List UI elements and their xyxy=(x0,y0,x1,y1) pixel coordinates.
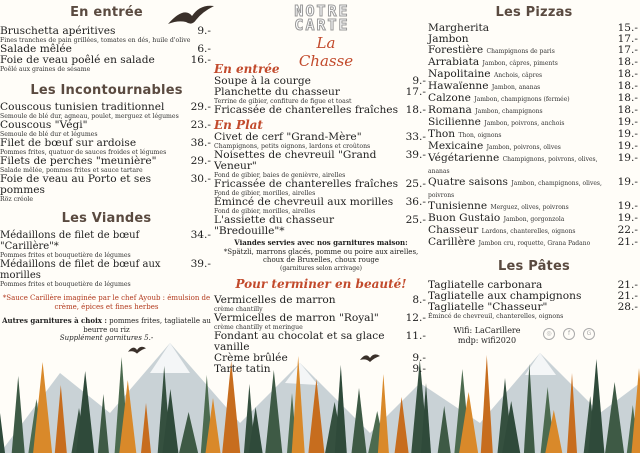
menu-item-price: 18.- xyxy=(617,92,638,104)
menu-item xyxy=(214,295,428,306)
menu-item-desc: Lardons, chanterelles, oignons xyxy=(481,228,576,235)
facebook-icon[interactable]: f xyxy=(563,328,575,340)
menu-item-desc: Semoule de blé dur et légumes xyxy=(0,131,98,138)
menu-item-desc: Terrine de gibier, confiture de figue et toast xyxy=(214,98,352,105)
supplement-note: Supplément garnitures 5.- xyxy=(59,334,154,342)
menu-item-desc: Jambon, champignons (fermée) xyxy=(474,96,570,103)
menu-item xyxy=(428,153,640,177)
menu-item-price: 28.- xyxy=(617,301,638,313)
menu-item-price: 19.- xyxy=(617,176,638,188)
menu-item-desc: Jambon, poivrons, olives xyxy=(486,144,561,151)
menu-item-price: 12.- xyxy=(405,312,426,324)
left-column xyxy=(0,0,213,343)
menu-item xyxy=(0,138,213,149)
menu-item xyxy=(214,179,428,190)
section-title-viandes: Les Viandes xyxy=(61,211,152,226)
menu-item-name: Filets de perches "meunière" xyxy=(0,155,157,167)
menu-item-desc: Fond de gibier, morilles, airelles xyxy=(214,208,316,215)
menu-item-price: 38.- xyxy=(190,137,211,149)
menu-item-name: Salade mêlée xyxy=(0,43,72,55)
menu-item-price: 18.- xyxy=(617,104,638,116)
menu-item-name: Sicilienne xyxy=(428,116,481,128)
menu-item-desc: Pommes frites et bouquetière de légumes xyxy=(0,281,131,288)
right-column xyxy=(428,0,640,320)
menu-item xyxy=(0,230,213,252)
incontournables-list xyxy=(0,102,213,203)
menu-item-name: Soupe à la courge xyxy=(214,75,311,87)
menu-item xyxy=(214,364,428,375)
menu-item-price: 15.- xyxy=(617,22,638,34)
menu-item-name: Jambon xyxy=(428,33,469,45)
menu-item-price: 25.- xyxy=(405,178,426,190)
menu-item-name: Filet de bœuf sur ardoise xyxy=(0,137,137,149)
menu-item-name: Vermicelles de marron "Royal" xyxy=(214,312,379,324)
sauce-note: *Sauce Carillère imaginée par le chef Ayoub : émulsion de crème, épices et fines herbes xyxy=(2,294,211,311)
menu-item-name: Tarte tatin xyxy=(214,363,271,375)
wifi-info xyxy=(437,326,537,346)
menu-item-price: 19.- xyxy=(617,128,638,140)
menu-item-name: Médaillons de filet de bœuf aux morilles xyxy=(0,259,161,281)
menu-item-price: 39.- xyxy=(190,258,211,270)
menu-item-name: Émincé de chevreuil aux morilles xyxy=(214,196,394,208)
menu-item-price: 21.- xyxy=(617,279,638,291)
tree-shape xyxy=(12,376,25,453)
section-title-pizzas: Les Pizzas xyxy=(495,5,573,20)
menu-item-desc: crème chantilly xyxy=(214,306,263,313)
menu-item-name: Arrabiata xyxy=(428,56,480,68)
menu-item xyxy=(428,302,640,313)
brand-script: La Chasse xyxy=(298,34,354,70)
menu-item-name: Romana xyxy=(428,104,472,116)
menu-item xyxy=(0,156,213,167)
wifi-password: mdp: wifi2020 xyxy=(457,336,517,345)
menu-item xyxy=(428,177,640,201)
menu-item-price: 9.- xyxy=(197,25,211,37)
menu-item xyxy=(214,87,428,98)
menu-item-price: 19.- xyxy=(617,152,638,164)
menu-item-price: 11.- xyxy=(405,330,426,342)
menu-item-price: 9.- xyxy=(412,363,426,375)
menu-item-desc: Émincé de chevreuil, chanterelles, oignons xyxy=(428,313,564,320)
menu-item-name: Civet de cerf "Grand-Mère" xyxy=(214,131,362,143)
menu-item-name: Foie de veau au Porto et ses pommes xyxy=(0,173,152,196)
menu-item-price: 29.- xyxy=(190,101,211,113)
menu-item-price: 25.- xyxy=(405,214,426,226)
menu-item-name: Fricassée de chanterelles fraîches xyxy=(214,178,399,190)
instagram-icon[interactable]: ◎ xyxy=(543,328,555,340)
bird-icon xyxy=(128,344,146,356)
menu-item-desc: Röz créole xyxy=(0,196,34,203)
menu-item-price: 17.- xyxy=(405,86,426,98)
menu-item-price: 17.- xyxy=(617,33,638,45)
menu-item-desc: Jambon, câpres, piments xyxy=(482,60,558,67)
menu-item-price: 19.- xyxy=(617,200,638,212)
menu-item-price: 21.- xyxy=(617,290,638,302)
brand-line-2: CARTE xyxy=(294,16,350,34)
menu-item-desc: Merguez, olives, poivrons xyxy=(490,204,569,211)
menu-item-price: 9.- xyxy=(412,75,426,87)
middle-column xyxy=(214,0,428,375)
menu-item-desc: Champignons, petits oignons, lardons et croûtons xyxy=(214,143,371,150)
menu-item-desc: Jambon, champignons, olives, poivrons xyxy=(428,180,602,199)
menu-item-name: Margherita xyxy=(428,22,490,34)
menu-item-price: 36.- xyxy=(405,196,426,208)
menu-item-desc: Fines tranches de pain grillées, tomates en dés, huile d'olive xyxy=(0,37,191,44)
menu-item xyxy=(0,55,213,66)
menu-item-name: Tunisienne xyxy=(428,200,488,212)
menu-item-name: Tagliatelle carbonara xyxy=(428,279,543,291)
menu-item-name: Foie de veau poêlé en salade xyxy=(0,54,155,66)
menu-item-name: Fricassée de chanterelles fraîches xyxy=(214,104,399,116)
menu-item xyxy=(0,259,213,281)
section-title-entree-chasse: En entrée xyxy=(214,62,280,76)
menu-item-price: 17.- xyxy=(617,44,638,56)
menu-item-price: 30.- xyxy=(190,173,211,185)
garniture-sub: (garnitures selon arrivage) xyxy=(280,264,362,272)
menu-item-price: 18.- xyxy=(617,56,638,68)
menu-item-name: L'assiette du chasseur "Bredouille"* xyxy=(214,214,335,237)
menu-item-desc: crème chantilly et meringue xyxy=(214,324,303,331)
menu-item-name: Tagliatelle "Chasseur" xyxy=(428,301,548,313)
dessert-list xyxy=(214,295,428,375)
chasse-entree-list xyxy=(214,76,428,116)
menu-item-price: 18.- xyxy=(617,80,638,92)
menu-item-name: Thon xyxy=(428,128,456,140)
menu-item-price: 19.- xyxy=(617,212,638,224)
menu-item-desc: Semoule de blé dur, agneau, poulet, merguez et légumes xyxy=(0,113,179,120)
menu-item-desc: Fond de gibier, baies de genièvre, airelles xyxy=(214,172,346,179)
menu-item-desc: Jambon, ananas xyxy=(491,84,541,91)
wifi-name: Wifi: LaCarillere xyxy=(453,326,521,335)
section-title-desserts: Pour terminer en beauté! xyxy=(235,277,407,291)
menu-item-name: Calzone xyxy=(428,92,471,104)
menu-item-desc: Salade mêlée, pommes frites et sauce tartare xyxy=(0,167,143,174)
menu-item-price: 39.- xyxy=(405,149,426,161)
menu-item xyxy=(214,132,428,143)
menu-item xyxy=(0,26,213,37)
menu-item-price: 19.- xyxy=(617,140,638,152)
menu-item xyxy=(214,150,428,172)
menu-item-desc: Thon, oignons xyxy=(458,132,502,139)
menu-item-price: 16.- xyxy=(190,54,211,66)
menu-item-desc: Fond de gibier, morilles, airelles xyxy=(214,190,316,197)
menu-item xyxy=(214,331,428,353)
menu-item-name: Végétarienne xyxy=(428,152,500,164)
section-title-entree: En entrée xyxy=(70,5,143,20)
menu-item xyxy=(0,174,213,196)
menu-item-price: 33.- xyxy=(405,131,426,143)
menu-item-price: 29.- xyxy=(190,155,211,167)
tree-shape xyxy=(481,355,493,453)
menu-item-desc: Jambon cru, roquette, Grana Padano xyxy=(478,240,591,247)
menu-item-price: 34.- xyxy=(190,229,211,241)
menu-item xyxy=(0,120,213,131)
menu-item-name: Couscous "Végi" xyxy=(0,119,88,131)
menu-item-price: 8.- xyxy=(412,294,426,306)
menu-item-desc: Champignons de paris xyxy=(486,48,555,55)
menu-item xyxy=(214,313,428,324)
menu-item-price: 21.- xyxy=(617,236,638,248)
pates-list xyxy=(428,280,640,320)
section-title-plat: En Plat xyxy=(214,118,263,132)
menu-item-price: 22.- xyxy=(617,224,638,236)
menu-item xyxy=(214,215,428,237)
menu-item-name: Crème brûlée xyxy=(214,352,288,364)
menu-item-desc: Anchois, câpres xyxy=(493,72,543,79)
menu-item-desc: Jambon, champignons xyxy=(475,108,543,115)
menu-item-name: Fondant au chocolat et sa glace vanille xyxy=(214,330,385,353)
garniture-title: Viandes servies avec nos garnitures maison: xyxy=(234,238,408,247)
menu-item xyxy=(214,105,428,116)
menu-item-price: 23.- xyxy=(190,119,211,131)
tree-shape xyxy=(0,413,5,453)
section-title-pates: Les Pâtes xyxy=(498,259,570,274)
tree-shape xyxy=(378,374,389,453)
plat-list xyxy=(214,132,428,237)
menu-item-price: 18.- xyxy=(617,68,638,80)
menu-item-name: Bruschetta apéritives xyxy=(0,25,116,37)
menu-item xyxy=(214,197,428,208)
menu-item-name: Napolitaine xyxy=(428,68,491,80)
menu-item xyxy=(428,237,640,249)
menu-item-name: Vermicelles de marron xyxy=(214,294,336,306)
menu-item-price: 19.- xyxy=(617,116,638,128)
menu-item-name: Carillère xyxy=(428,236,476,248)
menu-item xyxy=(428,117,640,129)
menu-item-price: 6.- xyxy=(197,43,211,55)
menu-item-name: Mexicaine xyxy=(428,140,484,152)
menu-item-name: Médaillons de filet de bœuf "Carillère"* xyxy=(0,230,140,252)
google-icon[interactable]: G xyxy=(583,328,595,340)
menu-item-name: Planchette du chasseur xyxy=(214,86,340,98)
menu-item xyxy=(0,102,213,113)
menu-item-name: Quatre saisons xyxy=(428,176,508,188)
menu-item-desc: Pommes frites et bouquetière de légumes xyxy=(0,252,131,259)
menu-item-name: Couscous tunisien traditionnel xyxy=(0,101,165,113)
viandes-list xyxy=(0,230,213,288)
menu-item-desc: Pommes frites, quatuor de sauces froides et légumes xyxy=(0,149,167,156)
menu-item-desc: Jambon, poivrons, anchois xyxy=(484,120,565,127)
brand-line-1: NOTRE xyxy=(294,2,350,20)
pizza-list xyxy=(428,23,640,249)
menu-item-name: Forestière xyxy=(428,44,484,56)
menu-item-name: Buon Gustaio xyxy=(428,212,501,224)
menu-item-name: Hawaïenne xyxy=(428,80,489,92)
menu-item-name: Tagliatelle aux champignons xyxy=(428,290,582,302)
menu-item-price: 18.- xyxy=(405,104,426,116)
menu-item-desc: Champignons, poivrons, olives, ananas xyxy=(428,156,598,175)
garniture-text: *Spätzli, marrons glacés, pomme ou poire aux airelles, choux de Bruxelles, choux rouge xyxy=(223,247,419,264)
menu-item-name: Chasseur xyxy=(428,224,479,236)
menu-item-price: 9.- xyxy=(412,352,426,364)
garnitures-note: Autres garnitures à choix : pommes frites, tagliatelle au beurre ou riz xyxy=(2,316,211,334)
menu-item-desc: Poêlé aux graines de sésame xyxy=(0,66,91,73)
entree-list xyxy=(0,26,213,73)
menu-item-desc: Jambon, gorgonzola xyxy=(503,216,565,223)
menu-item-name: Noisettes de chevreuil "Grand Veneur" xyxy=(214,149,377,172)
section-title-incontournables: Les Incontournables xyxy=(30,83,183,98)
